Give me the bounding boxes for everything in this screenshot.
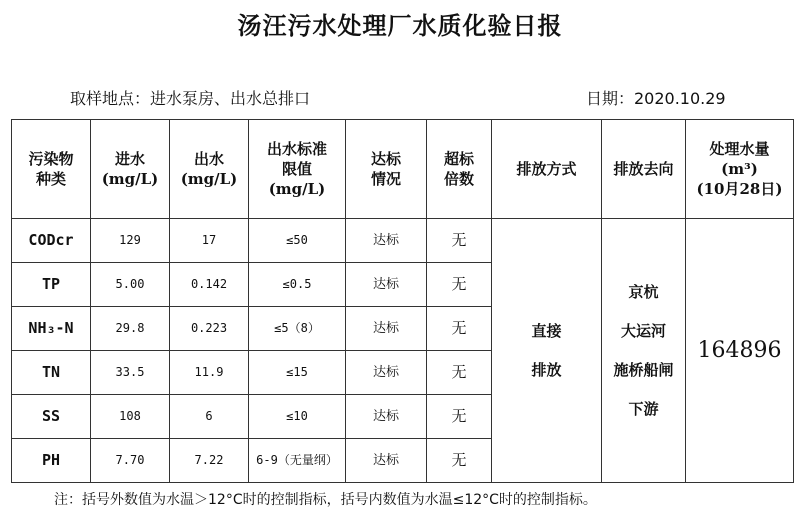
status-cell: 达标 [346, 395, 427, 439]
header-destination: 排放去向 [602, 120, 686, 219]
header-pollutant: 污染物 种类 [12, 120, 91, 219]
exceed-cell: 无 [427, 439, 492, 483]
status-cell: 达标 [346, 263, 427, 307]
inflow-cell: 129 [91, 219, 170, 263]
header-volume: 处理水量 (m³) (10月28日) [686, 120, 794, 219]
header-row [12, 120, 794, 219]
inflow-cell: 29.8 [91, 307, 170, 351]
outflow-cell: 17 [170, 219, 249, 263]
header-method: 排放方式 [492, 120, 602, 219]
status-cell: 达标 [346, 351, 427, 395]
header-limit: 出水标准 限值 (mg/L) [249, 120, 346, 219]
report-title: 汤汪污水处理厂水质化验日报 [237, 12, 563, 40]
exceed-cell: 无 [427, 351, 492, 395]
pollutant-cell: TP [12, 263, 91, 307]
outflow-cell: 0.142 [170, 263, 249, 307]
outflow-cell: 0.223 [170, 307, 249, 351]
exceed-cell: 无 [427, 307, 492, 351]
discharge-destination-cell: 京杭 大运河 施桥船闸 下游 [602, 219, 686, 483]
exceed-cell: 无 [427, 395, 492, 439]
outflow-cell: 6 [170, 395, 249, 439]
header-outflow: 出水 (mg/L) [170, 120, 249, 219]
inflow-cell: 33.5 [91, 351, 170, 395]
exceed-cell: 无 [427, 263, 492, 307]
table-row [12, 219, 794, 263]
discharge-method-cell: 直接 排放 [492, 219, 602, 483]
treated-volume-cell: 164896 [686, 219, 794, 483]
header-status: 达标 情况 [346, 120, 427, 219]
limit-cell: 6-9（无量纲） [249, 439, 346, 483]
water-quality-table [11, 119, 794, 483]
pollutant-cell: CODcr [12, 219, 91, 263]
exceed-cell: 无 [427, 219, 492, 263]
pollutant-cell: PH [12, 439, 91, 483]
limit-cell: ≤5（8） [249, 307, 346, 351]
limit-cell: ≤0.5 [249, 263, 346, 307]
limit-cell: ≤15 [249, 351, 346, 395]
status-cell: 达标 [346, 307, 427, 351]
outflow-cell: 11.9 [170, 351, 249, 395]
inflow-cell: 5.00 [91, 263, 170, 307]
inflow-cell: 7.70 [91, 439, 170, 483]
status-cell: 达标 [346, 439, 427, 483]
outflow-cell: 7.22 [170, 439, 249, 483]
pollutant-cell: SS [12, 395, 91, 439]
sampling-location: 取样地点：进水泵房、出水总排口 [70, 89, 311, 108]
limit-cell: ≤10 [249, 395, 346, 439]
inflow-cell: 108 [91, 395, 170, 439]
pollutant-cell: NH₃-N [12, 307, 91, 351]
pollutant-cell: TN [12, 351, 91, 395]
footnote: 注：括号外数值为水温＞12°C时的控制指标，括号内数值为水温≤12°C时的控制指标。 [54, 492, 597, 508]
header-exceed: 超标 倍数 [427, 120, 492, 219]
report-date: 日期：2020.10.29 [586, 89, 726, 108]
header-inflow: 进水 (mg/L) [91, 120, 170, 219]
status-cell: 达标 [346, 219, 427, 263]
limit-cell: ≤50 [249, 219, 346, 263]
